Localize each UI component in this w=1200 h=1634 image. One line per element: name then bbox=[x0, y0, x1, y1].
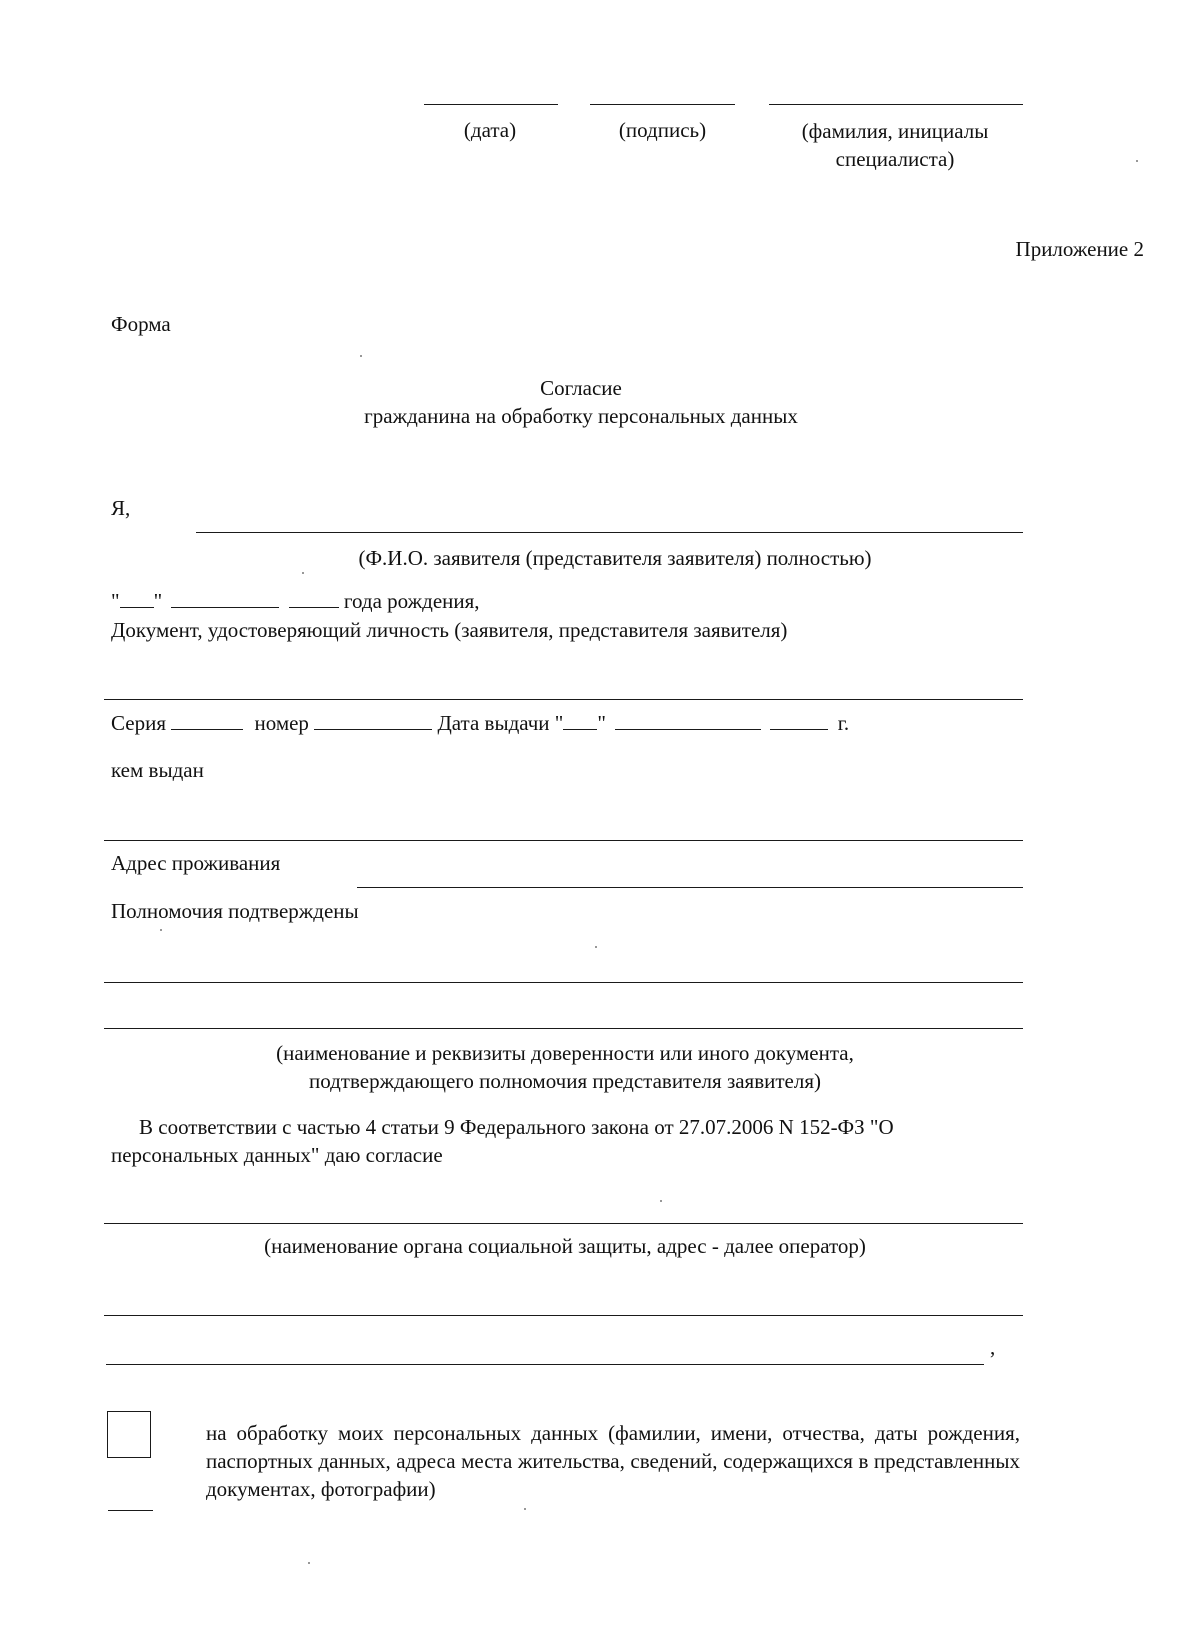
series-label: Серия bbox=[111, 711, 166, 735]
birth-suffix: года рождения, bbox=[343, 589, 480, 613]
operator-field[interactable] bbox=[104, 1223, 1023, 1224]
page-title bbox=[200, 374, 962, 430]
authority-caption-line2: подтверждающего полномочия представителя заявителя) bbox=[308, 1069, 822, 1093]
birth-day-field[interactable] bbox=[120, 589, 154, 608]
operator-caption: (наименование органа социальной защиты, адрес - далее оператор) bbox=[264, 1234, 866, 1258]
scan-speck bbox=[660, 1200, 662, 1202]
issue-day-field[interactable] bbox=[563, 711, 597, 730]
appendix-label: Приложение 2 bbox=[1015, 237, 1144, 261]
scan-speck bbox=[1136, 160, 1138, 162]
birth-date-row bbox=[111, 588, 480, 615]
birth-day-quote-open: " bbox=[111, 589, 120, 613]
address-label: Адрес проживания bbox=[111, 851, 281, 875]
signature-caption: (подпись) bbox=[618, 118, 707, 142]
specialist-name-caption-line2: специалиста) bbox=[835, 147, 955, 171]
specialist-name-line bbox=[769, 104, 1023, 105]
title-line1: Согласие bbox=[540, 376, 622, 400]
birth-month-field[interactable] bbox=[171, 589, 279, 608]
date-caption: (дата) bbox=[463, 118, 517, 142]
title-line2: гражданина на обработку персональных данных bbox=[364, 404, 798, 428]
consent-option-text: на обработку моих персональных данных (фамилии, имени, отчества, даты рождения, паспортных данных, адреса места жительства, сведений, содержащихся в представленных документах, фотографии) bbox=[206, 1421, 1020, 1501]
fio-field[interactable] bbox=[196, 532, 1023, 533]
birth-day-quote-close: " bbox=[153, 589, 163, 613]
issue-month-field[interactable] bbox=[615, 711, 761, 730]
id-document-field[interactable] bbox=[104, 699, 1023, 700]
scan-speck bbox=[302, 572, 304, 574]
scan-speck bbox=[595, 946, 597, 948]
form-label: Форма bbox=[111, 312, 171, 336]
year-suffix: г. bbox=[837, 711, 850, 735]
issue-day-quote-close: " bbox=[597, 711, 606, 735]
passport-row bbox=[111, 710, 849, 737]
authority-field-line1[interactable] bbox=[104, 982, 1023, 983]
issue-date-label: Дата выдачи " bbox=[437, 711, 564, 735]
operator-address-line2[interactable] bbox=[106, 1364, 984, 1365]
scan-speck bbox=[160, 929, 162, 931]
consent-line2: персональных данных" даю согласие bbox=[111, 1143, 443, 1167]
signature-line bbox=[590, 104, 735, 105]
authority-caption-line1: (наименование и реквизиты доверенности или иного документа, bbox=[276, 1041, 854, 1065]
address-field[interactable] bbox=[357, 887, 1023, 888]
checkbox-underline bbox=[108, 1510, 153, 1511]
trailing-comma: , bbox=[990, 1335, 996, 1359]
scan-speck bbox=[360, 355, 362, 357]
date-line bbox=[424, 104, 558, 105]
applicant-prefix: Я, bbox=[111, 496, 131, 520]
issued-by-label: кем выдан bbox=[111, 758, 204, 782]
number-label: номер bbox=[254, 711, 309, 735]
operator-address-line1[interactable] bbox=[104, 1315, 1023, 1316]
authority-caption bbox=[150, 1039, 980, 1095]
specialist-name-caption bbox=[760, 117, 1030, 173]
birth-year-field[interactable] bbox=[289, 589, 339, 608]
issued-by-field[interactable] bbox=[104, 840, 1023, 841]
number-field[interactable] bbox=[314, 711, 432, 730]
scan-speck bbox=[308, 1562, 310, 1564]
specialist-name-caption-line1: (фамилия, инициалы bbox=[801, 119, 989, 143]
authority-field-line2[interactable] bbox=[104, 1028, 1023, 1029]
issue-year-field[interactable] bbox=[770, 711, 828, 730]
scan-speck bbox=[524, 1508, 526, 1510]
id-document-label: Документ, удостоверяющий личность (заявителя, представителя заявителя) bbox=[111, 618, 788, 642]
authority-label: Полномочия подтверждены bbox=[111, 899, 359, 923]
consent-checkbox[interactable] bbox=[107, 1411, 151, 1458]
fio-caption: (Ф.И.О. заявителя (представителя заявителя) полностью) bbox=[358, 546, 872, 570]
series-field[interactable] bbox=[171, 711, 243, 730]
consent-line1: В соответствии с частью 4 статьи 9 Федерального закона от 27.07.2006 N 152-ФЗ "О bbox=[139, 1115, 894, 1139]
